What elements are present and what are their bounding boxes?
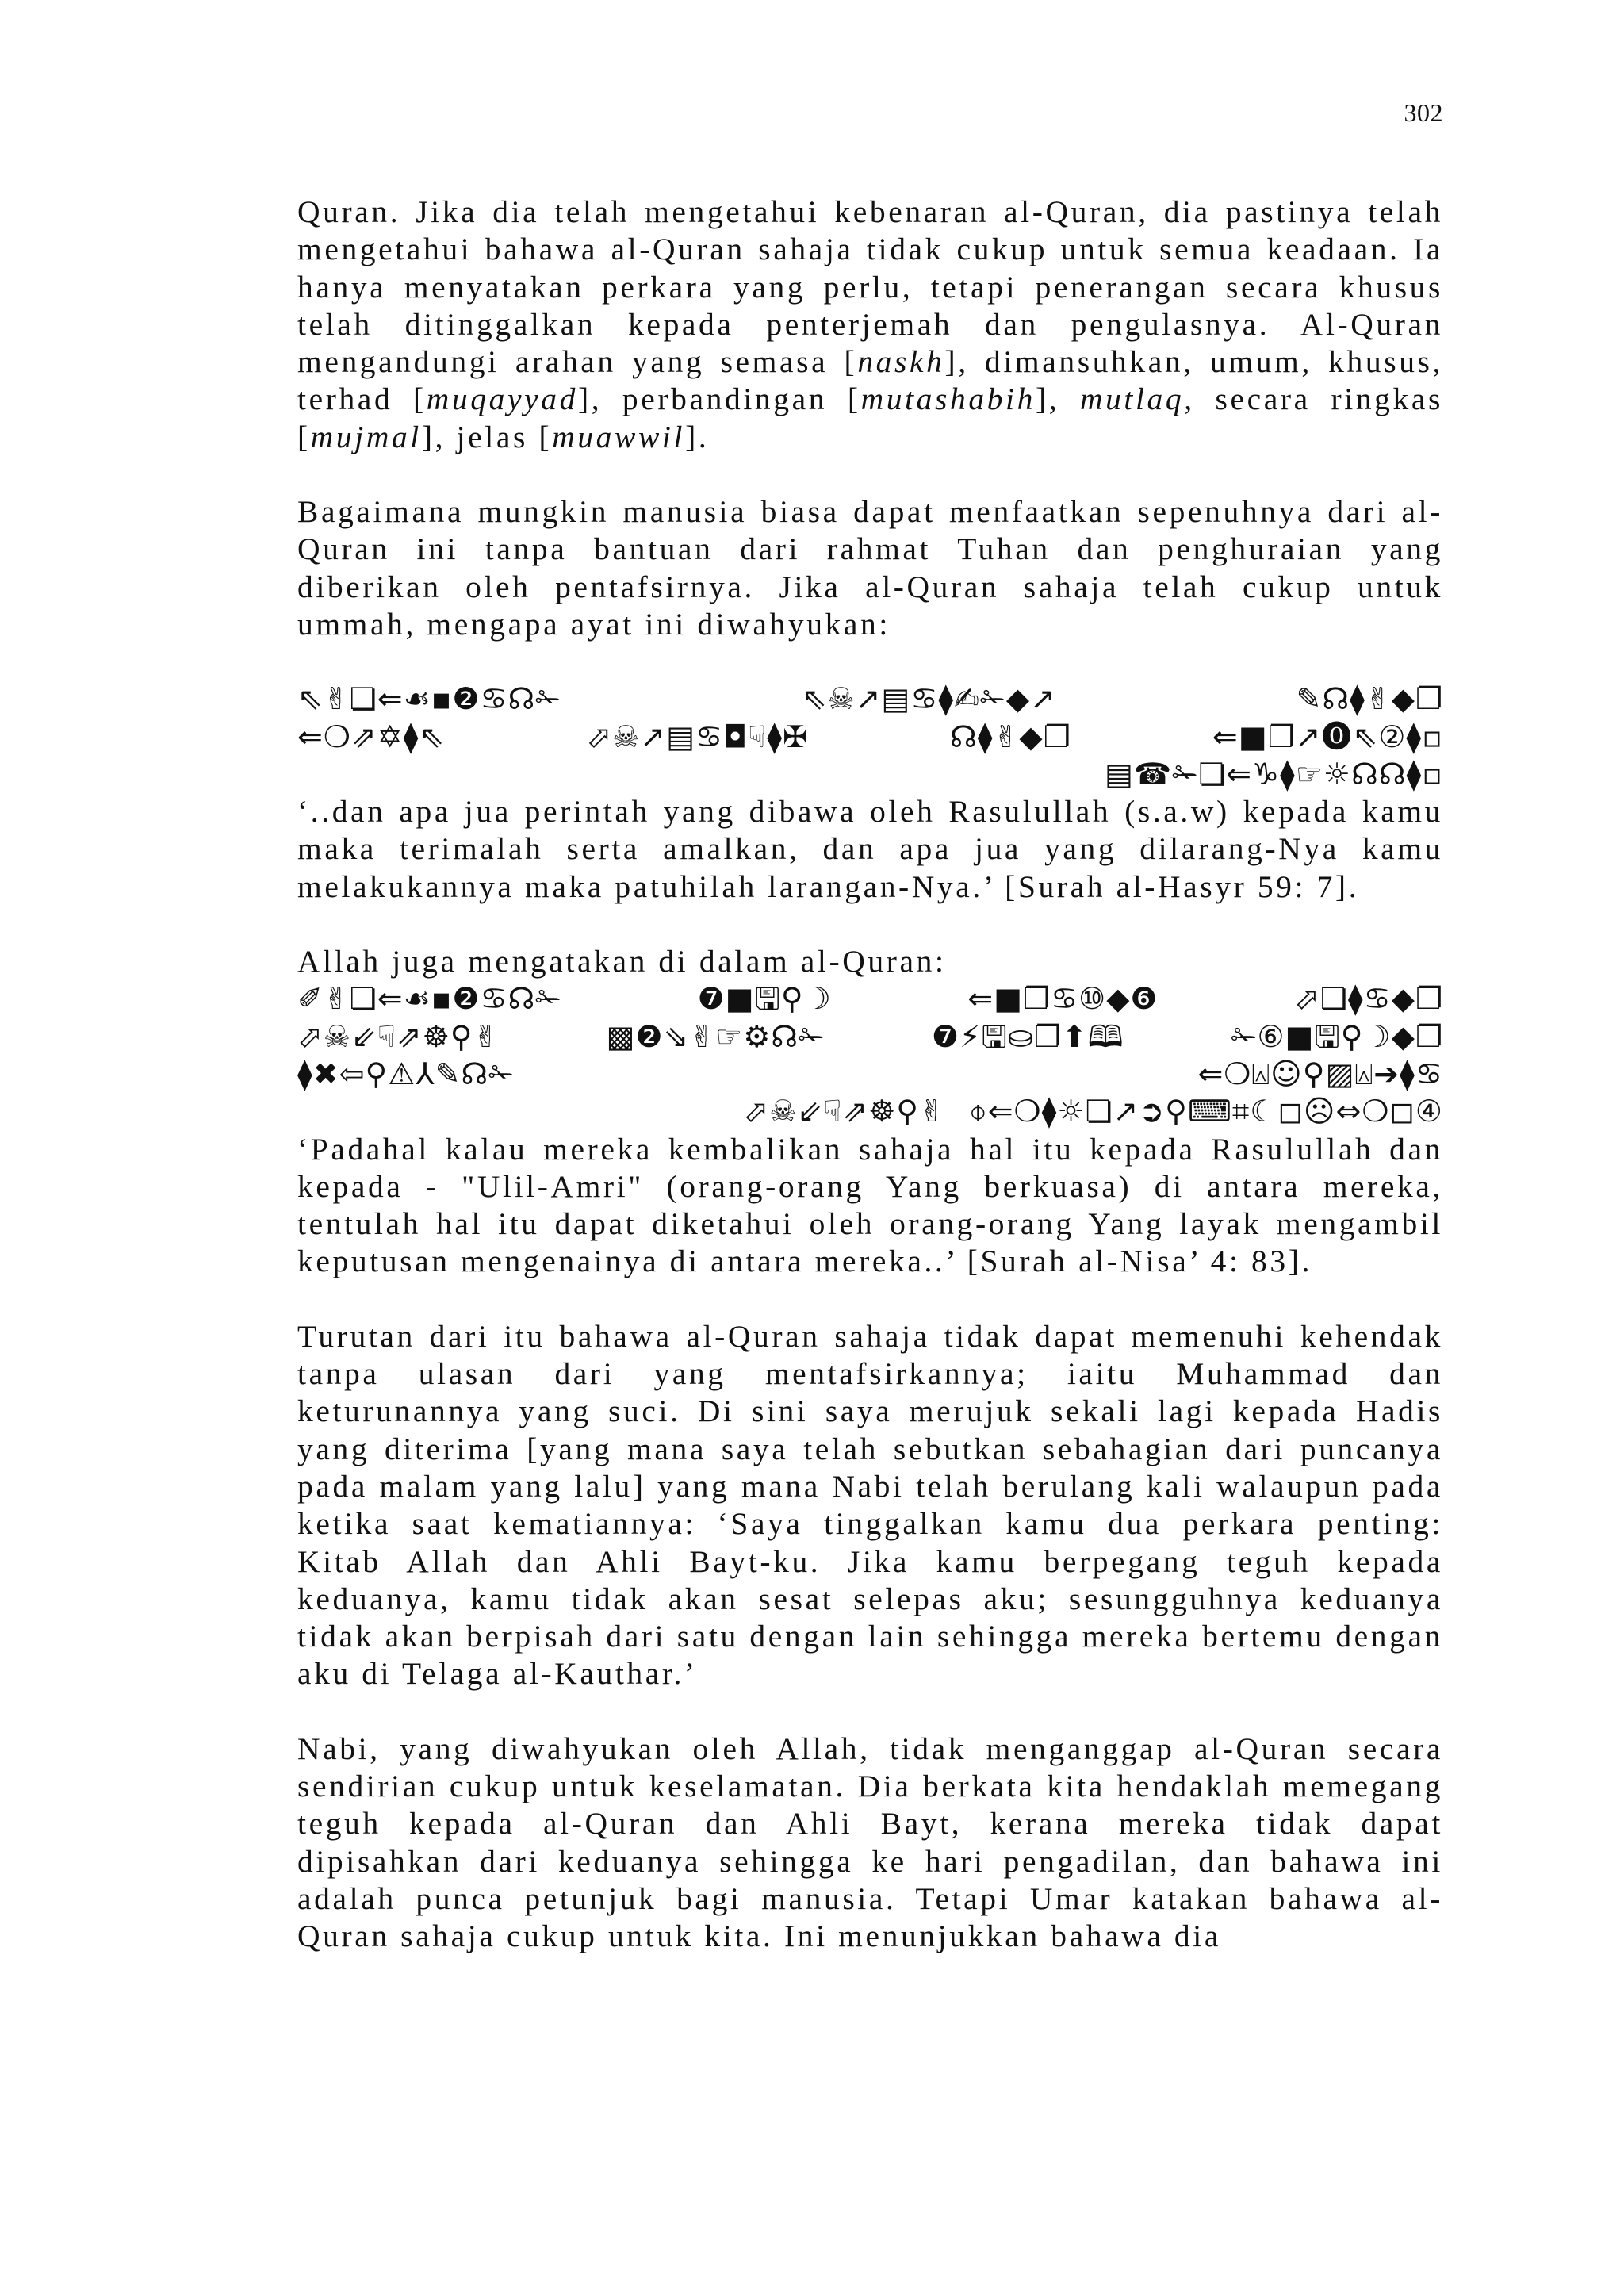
paragraph-4: Turutan dari itu bahawa al-Quran sahaja tidak dapat memenuhi kehendak tanpa ulasan dari yang mentafsirkannya; iaitu Muhammad dan keturunannya yang suci. Di sini saya merujuk sekali lagi kepada Hadis yang diterima [yang mana saya telah sebutkan sebahagian dari puncanya pada malam yang lalu] yang mana Nabi telah berulang kali walaupun pada ketika saat kematiannya: ‘Saya tinggalkan kamu dua perkara penting: Kitab Allah dan Ahli Bayt-ku. Jika kamu berpegang teguh kepada keduanya, kamu tidak akan sesat selepas aku; sesungguhnya keduanya tidak akan berpisah dari satu dengan lain sehingga mereka bertemu dengan aku di Telaga al-Kauthar.’	[297, 1318, 1443, 1692]
verse-1-line-1	[297, 680, 1443, 718]
glyph-word: ⬀☠⇙☟⇗☸⚲✌	[743, 1094, 945, 1129]
glyph-word: ☊⧫✌◆❐	[950, 719, 1071, 754]
paragraph-2: Bagaimana mungkin manusia biasa dapat menfaatkan sepenuhnya dari al-Quran ini tanpa bantuan dari rahmat Tuhan dan penghuraian yang diberikan oleh pentafsirnya. Jika al-Quran sahaja telah cukup untuk ummah, mengapa ayat ini diwahyukan:	[297, 494, 1443, 642]
glyph-word: ⬀☠⇙☟⇗☸⚲✌	[297, 1018, 500, 1054]
glyph-word: ⇐■❐♋⑩◆❻	[967, 981, 1159, 1017]
glyph-word: ✐✌❏⇐☙▪❷♋☊✁	[297, 981, 562, 1017]
paragraph-3: Allah juga mengatakan di dalam al-Quran:	[297, 944, 947, 979]
glyph-word: ⧫✖⇦⚲⚠⅄✎☊✁	[297, 1056, 515, 1091]
glyph-word: ⇐❍⇗✡⧫⇖	[297, 719, 446, 754]
glyph-word: ▤☎✁❏⇐♑⧫☞☼☊☊⧫▫	[1105, 756, 1443, 792]
glyph-word: ❼⚡🖫⛀❐⬆🕮	[931, 1018, 1124, 1054]
page-number: 302	[1404, 98, 1443, 127]
verse-2-line-3	[297, 1056, 1443, 1093]
verse-2-line-4	[297, 1093, 1443, 1130]
verse-1-line-2	[297, 719, 1443, 756]
glyph-word: ⇐■❐↗⓿⇖②⧫▫	[1212, 719, 1443, 754]
verse-2-line-1	[297, 980, 1443, 1018]
glyph-word: ▩❷⇘✌☞⚙☊✁	[606, 1018, 825, 1054]
paragraph-5: Nabi, yang diwahyukan oleh Allah, tidak menganggap al-Quran secara sendirian cukup untuk keselamatan. Dia berkata kita hendaklah memegang teguh kepada al-Quran dan Ahli Bayt, kerana mereka tidak dapat dipisahkan dari keduanya sehingga ke hari pengadilan, dan bahawa ini adalah punca petunjuk bagi manusia. Tetapi Umar katakan bahawa al-Quran sahaja cukup untuk kita. Ini menunjukkan bahawa dia	[297, 1731, 1443, 1954]
verse-2-glyphs	[297, 980, 1443, 1130]
glyph-word: ⇖☠↗▤♋⧫✍✁◆↗	[801, 681, 1056, 717]
page-body	[297, 194, 1443, 1955]
verse-1-glyphs	[297, 680, 1443, 793]
verse-2-line-2	[297, 1018, 1443, 1056]
verse-1-translation: ‘..dan apa jua perintah yang dibawa oleh Rasulullah (s.a.w) kepada kamu maka terimalah serta amalkan, dan apa jua yang dilarang-Nya kamu melakukannya maka patuhilah larangan-Nya.’ [Surah al-Hasyr 59: 7].	[297, 794, 1443, 904]
glyph-word: ⌽⇐❍⧫☼❏↗➲⚲⌨⌗☾◻☹⇔❍◻④	[968, 1094, 1443, 1129]
glyph-word: ⬀☠↗▤♋◘☟⧫✠	[586, 719, 809, 754]
glyph-word: ⇐❍⍓☺⚲▨⍓➔⧫♋	[1197, 1056, 1443, 1091]
glyph-word: ⬀❏⧫♋◆❐	[1293, 981, 1443, 1017]
glyph-word: ✁⑥■🖫⚲☽◆❐	[1231, 1018, 1443, 1054]
verse-1-line-3	[297, 756, 1443, 793]
paragraph-1: Quran. Jika dia telah mengetahui kebenaran al-Quran, dia pastinya telah mengetahui bahawa al-Quran sahaja tidak cukup untuk semua keadaan. Ia hanya menyatakan perkara yang perlu, tetapi penerangan secara khusus telah ditinggalkan kepada penterjemah dan pengulasnya. Al-Quran mengandungi arahan yang semasa [naskh], dimansuhkan, umum, khusus, terhad [muqayyad], perbandingan [mutashabih], mutlaq, secara ringkas [mujmal], jelas [muawwil].	[297, 194, 1443, 454]
glyph-word: ❼■🖫⚲☽	[697, 981, 832, 1017]
verse-2-translation: ‘Padahal kalau mereka kembalikan sahaja hal itu kepada Rasulullah dan kepada - "Ulil-Amri" (orang-orang Yang berkuasa) di antara mereka, tentulah hal itu dapat diketahui oleh orang-orang Yang layak mengambil keputusan mengenainya di antara mereka..’ [Surah al-Nisa’ 4: 83].	[297, 1131, 1443, 1279]
glyph-word: ✎☊⧫✌◆❐	[1296, 681, 1443, 717]
glyph-word: ⇖✌❏⇐☙▪❷♋☊✁	[297, 681, 562, 717]
